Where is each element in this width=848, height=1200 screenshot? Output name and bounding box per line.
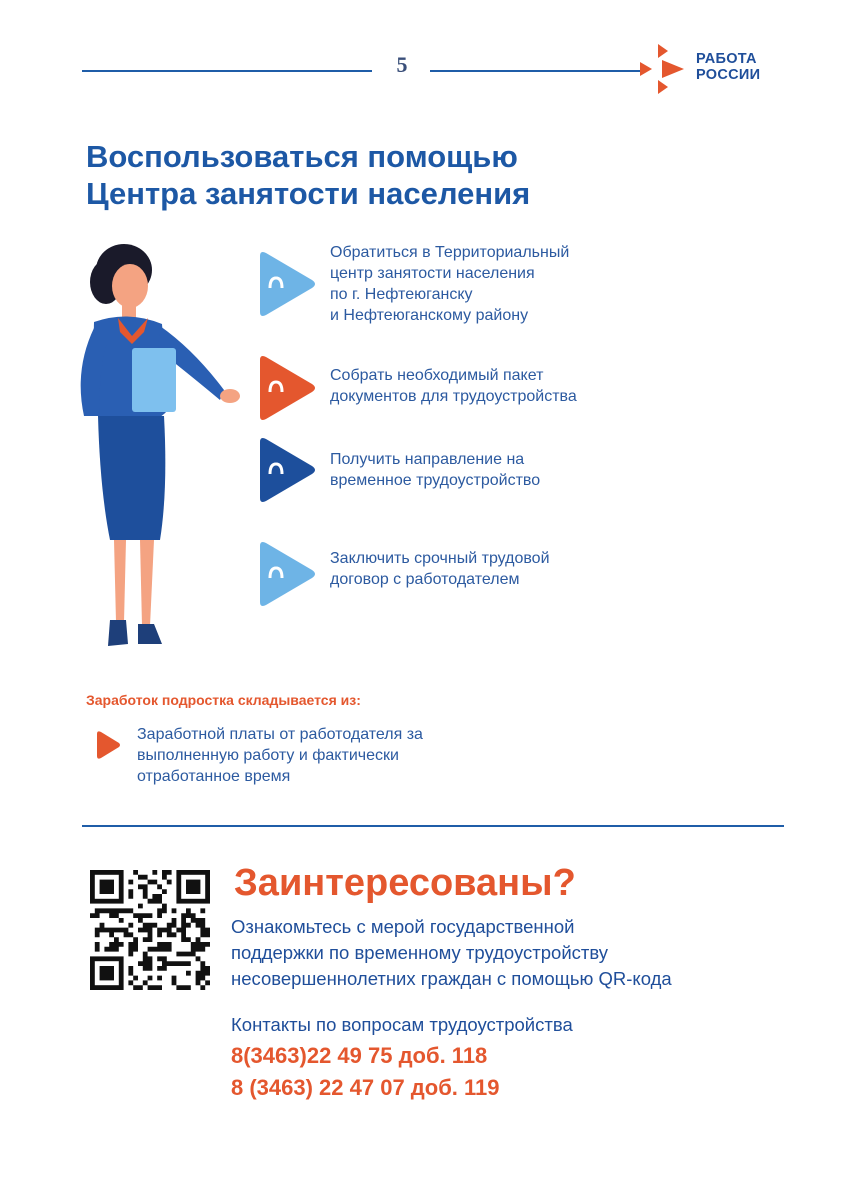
page-number: 5 — [396, 52, 408, 77]
step-4-line: Заключить срочный трудовой — [330, 550, 550, 567]
step-1-text — [330, 242, 569, 326]
earnings-line: выполненную работу и фактически — [137, 747, 399, 764]
step-2-text — [330, 365, 577, 407]
cta-line: поддержки по временному трудоустройству — [231, 942, 609, 963]
step-2-line: Собрать необходимый пакет — [330, 367, 544, 384]
cta-line: несовершеннолетних граждан с помощью QR-кода — [231, 968, 672, 989]
consultant-woman-illustration — [64, 240, 264, 652]
cta-text — [231, 914, 672, 992]
earnings-title: Заработок подростка складывается из: — [86, 692, 361, 708]
earnings-text — [137, 724, 423, 787]
logo-line2: РОССИИ — [696, 67, 761, 83]
section-title — [86, 138, 530, 212]
section-divider — [82, 825, 784, 827]
step-1-line: Обратиться в Территориальный — [330, 244, 570, 261]
step-2-line: документов для трудоустройства — [330, 388, 577, 405]
step-4-marker-icon — [254, 540, 318, 608]
cta-title: Заинтересованы? — [234, 862, 576, 904]
step-3-line: временное трудоустройство — [330, 472, 541, 489]
cta-line: Ознакомьтесь с мерой государственной — [231, 916, 575, 937]
step-3-marker-icon — [254, 436, 318, 504]
phone-number-2[interactable]: 8 (3463) 22 47 07 доб. 119 — [231, 1075, 500, 1100]
logo-line1: РАБОТА — [696, 51, 757, 67]
header-rule-right — [430, 70, 640, 72]
step-3-line: Получить направление на — [330, 451, 525, 468]
step-1-line: центр занятости населения — [330, 265, 535, 282]
earnings-line: Заработной платы от работодателя за — [137, 726, 423, 743]
step-4-text — [330, 548, 550, 590]
earnings-arrow-icon — [95, 730, 121, 760]
step-1-marker-icon — [254, 250, 318, 318]
phone-number-1[interactable]: 8(3463)22 49 75 доб. 118 — [231, 1043, 488, 1068]
contacts-label: Контакты по вопросам трудоустройства — [231, 1014, 573, 1035]
step-2-marker-icon — [254, 354, 318, 422]
header-rule-left — [82, 70, 372, 72]
logo-text — [696, 51, 760, 83]
rabota-rossii-logo-icon — [640, 44, 692, 94]
qr-code-icon[interactable] — [90, 870, 210, 990]
section-title-line2: Центра занятости населения — [86, 176, 531, 211]
step-1-line: по г. Нефтеюганску — [330, 286, 473, 303]
section-title-line1: Воспользоваться помощью — [86, 139, 518, 174]
step-1-line: и Нефтеюганскому району — [330, 307, 529, 324]
step-3-text — [330, 449, 540, 491]
step-4-line: договор с работодателем — [330, 571, 520, 588]
earnings-line: отработанное время — [137, 768, 291, 785]
